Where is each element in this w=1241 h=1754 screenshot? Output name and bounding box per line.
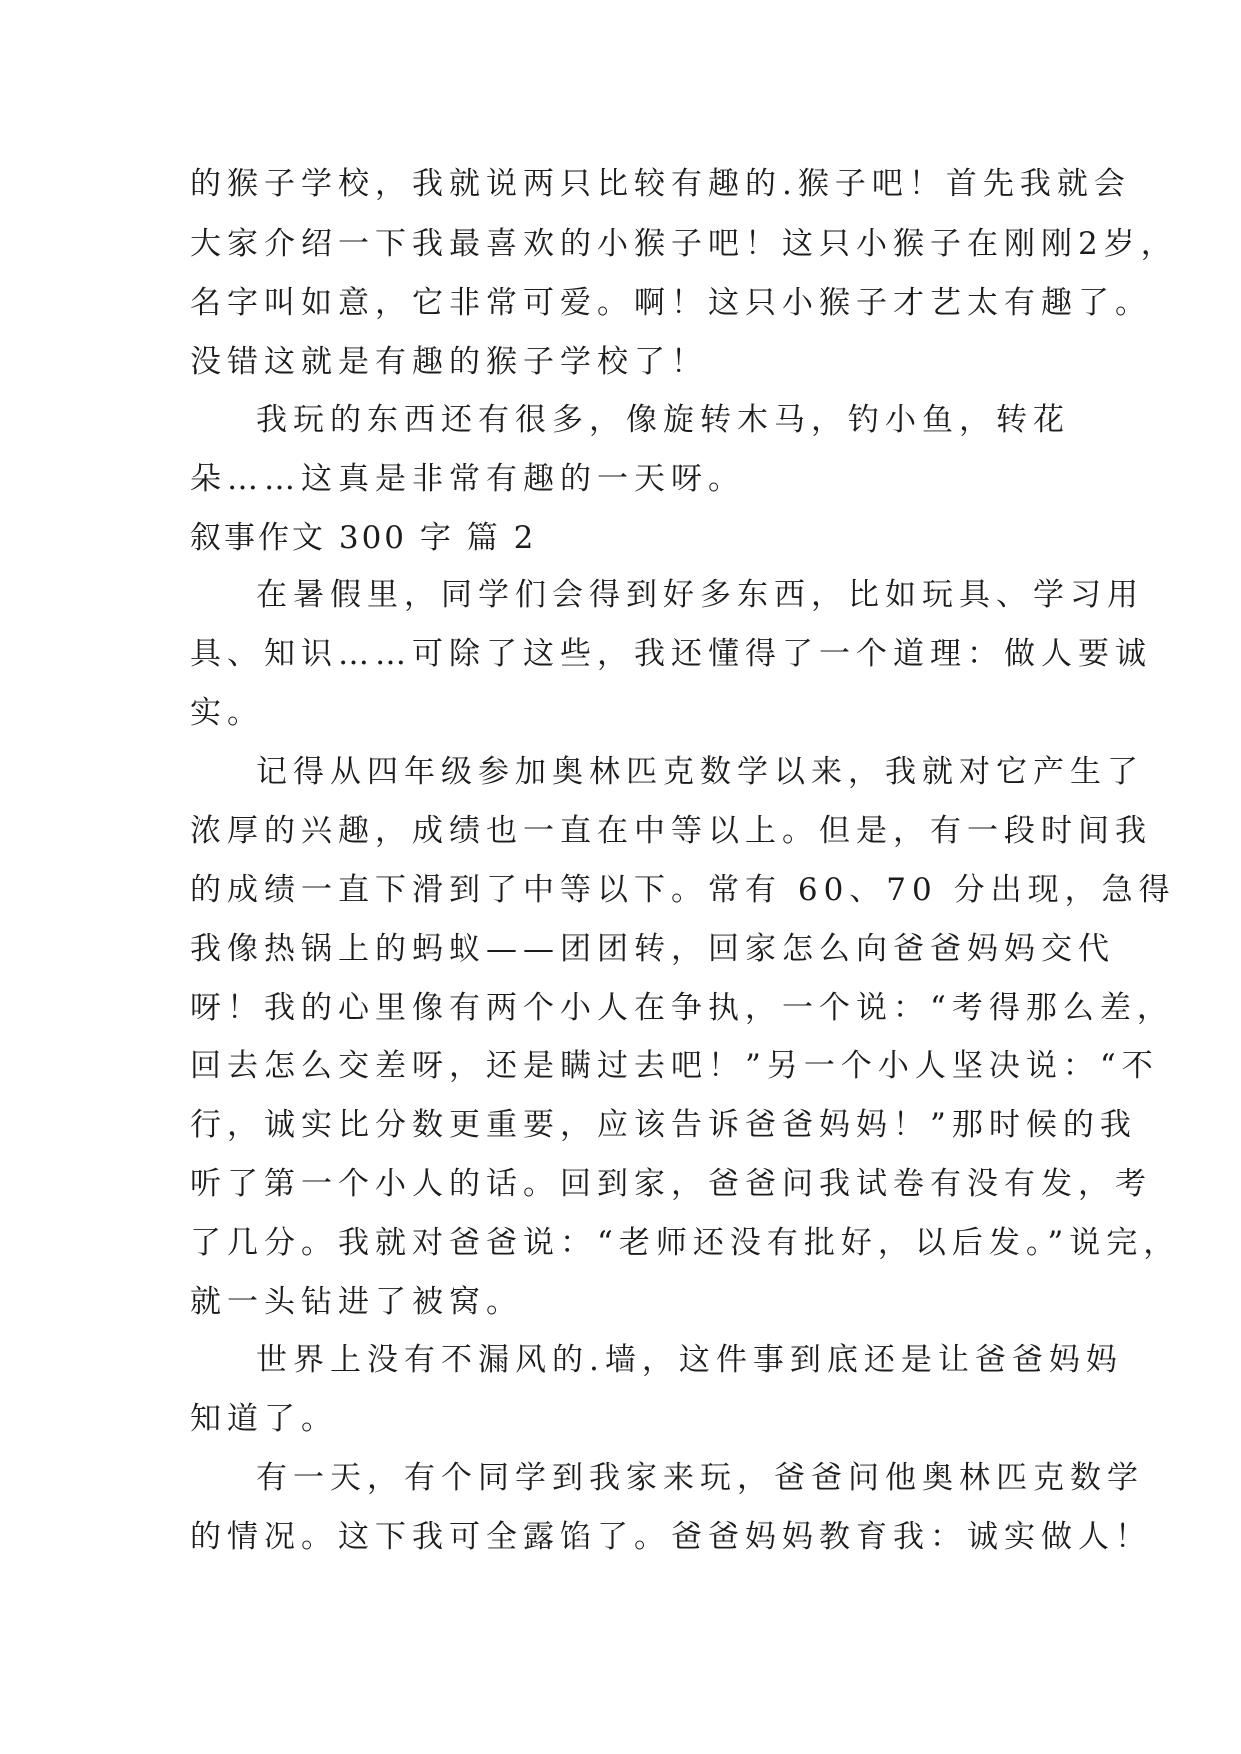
paragraph-start: 有一天，有个同学到我家来玩，爸爸问他奥林匹克数学 (256, 1460, 1144, 1496)
text-line: 了几分。我就对爸爸说：“老师还没有批好，以后发。”说完， (190, 1225, 1181, 1261)
text-line: 实。 (190, 695, 264, 731)
text-line: 大家介绍一下我最喜欢的小猴子吧！这只小猴子在刚刚2岁， (190, 226, 1178, 262)
text-line: 没错这就是有趣的猴子学校了！ (190, 344, 708, 380)
paragraph-start: 记得从四年级参加奥林匹克数学以来，我就对它产生了 (256, 754, 1144, 790)
text-line: 行，诚实比分数更重要，应该告诉爸爸妈妈！”那时候的我 (190, 1107, 1137, 1143)
section-heading: 叙事作文 300 字 篇 2 (190, 520, 537, 556)
text-line: 听了第一个小人的话。回到家，爸爸问我试卷有没有发，考 (190, 1166, 1152, 1202)
paragraph-start: 我玩的东西还有很多，像旋转木马，钓小鱼，转花 (256, 402, 1070, 438)
paragraph-start: 世界上没有不漏风的.墙，这件事到底还是让爸爸妈妈 (256, 1342, 1123, 1378)
paragraph-start: 在暑假里，同学们会得到好多东西，比如玩具、学习用 (256, 577, 1144, 613)
text-line: 名字叫如意，它非常可爱。啊！这只小猴子才艺太有趣了。 (190, 285, 1152, 321)
text-line: 具、知识……可除了这些，我还懂得了一个道理：做人要诚 (190, 636, 1152, 672)
text-line: 知道了。 (190, 1401, 338, 1437)
text-line: 朵……这真是非常有趣的一天呀。 (190, 461, 745, 497)
text-line: 的情况。这下我可全露馅了。爸爸妈妈教育我：诚实做人！ (190, 1519, 1152, 1555)
text-line: 浓厚的兴趣，成绩也一直在中等以上。但是，有一段时间我 (190, 813, 1152, 849)
text-line: 回去怎么交差呀，还是瞒过去吧！”另一个小人坚决说：“不 (190, 1048, 1159, 1084)
text-line: 的成绩一直下滑到了中等以下。常有 60、70 分出现，急得 (190, 872, 1176, 908)
text-line: 就一头钻进了被窝。 (190, 1284, 523, 1320)
text-line: 的猴子学校，我就说两只比较有趣的.猴子吧！首先我就会 (190, 166, 1131, 202)
text-line: 呀！我的心里像有两个小人在争执，一个说：“考得那么差， (190, 990, 1174, 1026)
text-line: 我像热锅上的蚂蚁——团团转，回家怎么向爸爸妈妈交代 (190, 931, 1115, 967)
